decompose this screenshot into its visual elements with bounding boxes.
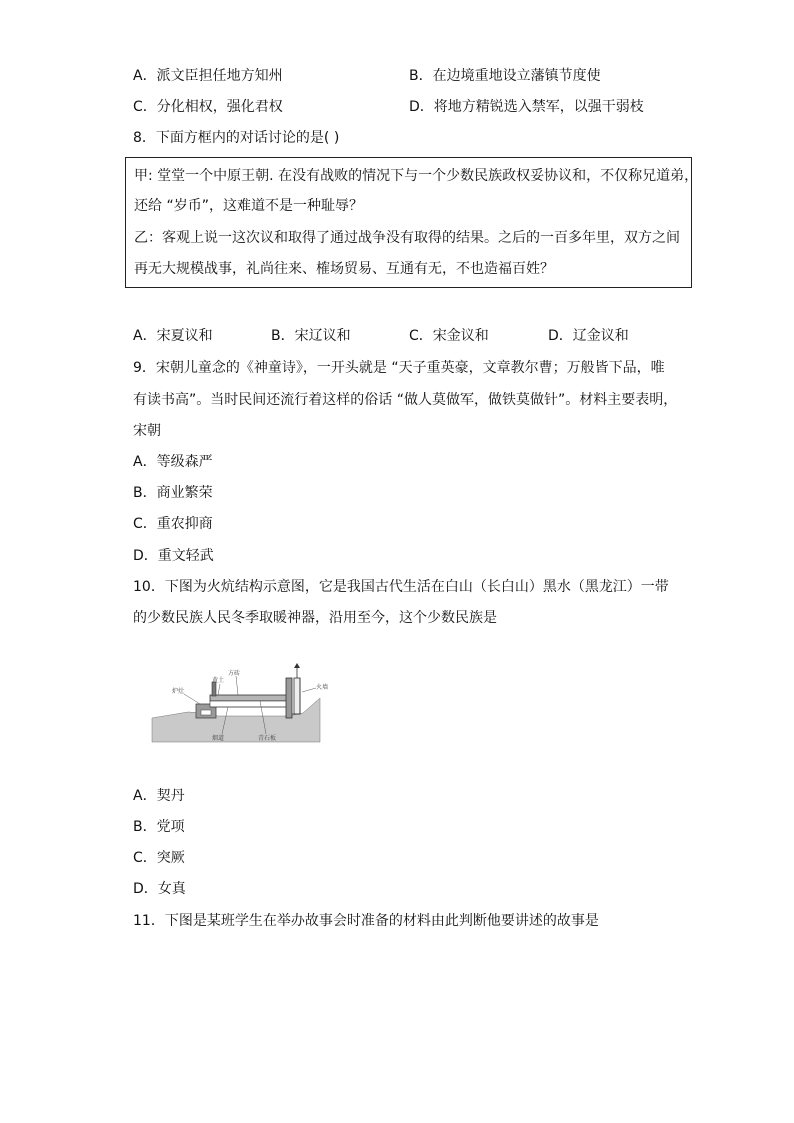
kang-structure-figure bbox=[148, 658, 338, 748]
q10-option-d: D．女真 bbox=[133, 881, 186, 897]
q11-stem: 11．下图是某班学生在举办故事会时准备的材料由此判断他要讲述的故事是 bbox=[133, 913, 599, 929]
q10-stem-line-1: 10．下图为火炕结构示意图，它是我国古代生活在白山（长白山）黑水（黑龙江）一带 bbox=[133, 579, 669, 595]
q7-option-b: B．在边境重地设立藩镇节度使 bbox=[409, 68, 601, 84]
q9-stem-line-1: 9．宋朝儿童念的《神童诗》，一开头就是 “天子重英豪，文章教尔曹；万般皆下品，唯 bbox=[133, 360, 665, 376]
kang-platform-shape bbox=[210, 695, 290, 701]
q10-option-a: A．契丹 bbox=[133, 788, 185, 804]
q8-option-a: A．宋夏议和 bbox=[133, 328, 213, 344]
q8-dialogue-box bbox=[125, 157, 699, 288]
label-slab: 青石板 bbox=[258, 735, 277, 742]
label-brick: 方砖 bbox=[228, 670, 241, 677]
q7-option-d: D．将地方精锐选入禁军，以强干弱枝 bbox=[409, 99, 644, 115]
q8-option-c: C．宋金议和 bbox=[409, 328, 489, 344]
q8-box-line-1: 甲: 堂堂一个中原王朝. 在没有战败的情况下与一个少数民族政权妥协议和，不仅称兄道弟， bbox=[134, 168, 699, 184]
q7-option-c: C．分化相权，强化君权 bbox=[133, 99, 283, 115]
q9-stem-line-2: 有读书高”。当时民间还流行着这样的俗话 “做人莫做军，做铁莫做针”。材料主要表明， bbox=[133, 392, 678, 408]
q10-option-c: C．突厥 bbox=[133, 850, 185, 866]
q9-option-a: A．等级森严 bbox=[133, 454, 213, 470]
q10-stem-line-2: 的少数民族人民冬季取暖神器，沿用至今，这个少数民族是 bbox=[133, 610, 497, 626]
q9-option-d: D．重文轻武 bbox=[133, 548, 214, 564]
q8-option-b: B．宋辽议和 bbox=[271, 328, 351, 344]
q8-stem: 8．下面方框内的对话讨论的是( ) bbox=[133, 130, 340, 146]
q7-option-a: A．派文臣担任地方知州 bbox=[133, 68, 283, 84]
flue-shape bbox=[210, 701, 290, 707]
label-chimney: 火墙 bbox=[316, 684, 329, 691]
q8-box-line-3: 乙：客观上说一这次议和取得了通过战争没有取得的结果。之后的一百多年里，双方之间 bbox=[134, 230, 680, 246]
q9-option-b: B．商业繁荣 bbox=[133, 485, 213, 501]
q9-option-c: C．重农抑商 bbox=[133, 516, 213, 532]
q8-box-line-4: 再无大规模战事，礼尚往来、榷场贸易、互通有无，不也造福百姓？ bbox=[134, 261, 554, 277]
label-soil: 黄土 bbox=[212, 677, 225, 684]
q9-stem-line-3: 宋朝 bbox=[133, 423, 161, 439]
label-flue: 烟道 bbox=[212, 735, 225, 742]
q10-option-b: B．党项 bbox=[133, 819, 185, 835]
label-stove: 炉灶 bbox=[172, 688, 185, 695]
q8-option-d: D．辽金议和 bbox=[548, 328, 629, 344]
q8-box-line-2: 还给 “岁币”，这难道不是一种耻辱？ bbox=[134, 198, 363, 214]
chimney-shape bbox=[286, 678, 292, 718]
